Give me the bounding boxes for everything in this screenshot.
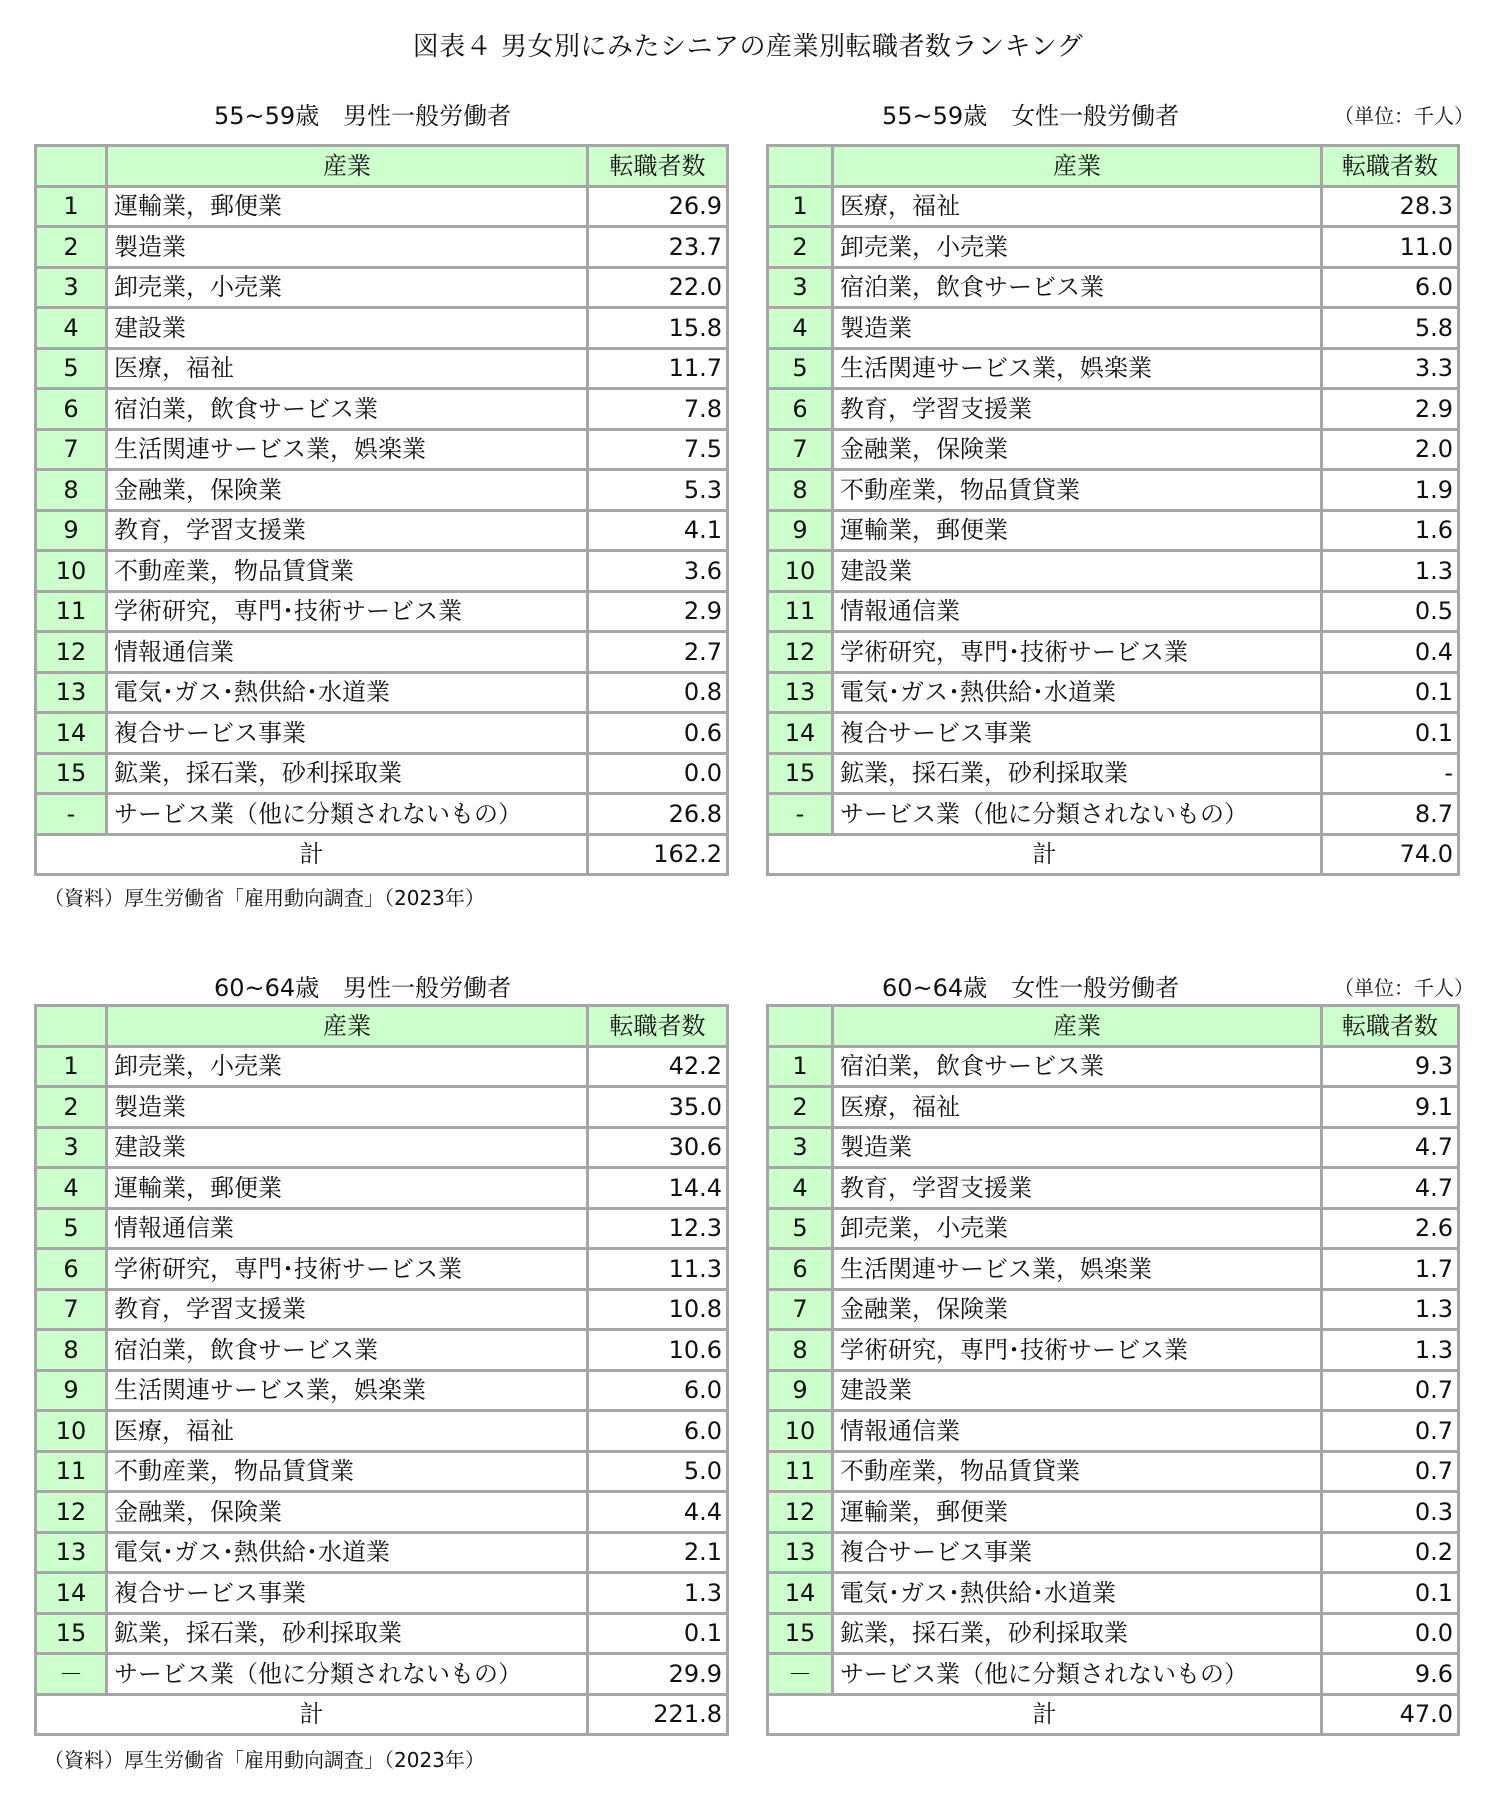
table-row [36, 753, 728, 794]
rank-cell: 12 [768, 1492, 833, 1533]
value-cell: 1.3 [1322, 1330, 1459, 1371]
value-header: 転職者数 [1322, 1006, 1459, 1047]
rank-cell: 14 [768, 1573, 833, 1614]
industry-cell: 建設業 [107, 1127, 588, 1168]
table-row [768, 227, 1459, 268]
industry-cell: 製造業 [107, 1087, 588, 1128]
table-row [36, 308, 728, 349]
value-cell: 0.0 [588, 753, 728, 794]
value-header: 転職者数 [588, 146, 728, 187]
table-row [768, 1087, 1459, 1128]
table-row [768, 308, 1459, 349]
rank-cell: 8 [36, 470, 107, 511]
industry-cell: 鉱業，採石業，砂利採取業 [107, 1613, 588, 1654]
value-cell: 1.3 [1322, 551, 1459, 592]
industry-cell: 教育，学習支援業 [833, 389, 1322, 430]
rank-cell: 4 [36, 308, 107, 349]
value-cell: 14.4 [588, 1168, 728, 1209]
value-cell: 7.5 [588, 429, 728, 470]
industry-cell: 教育，学習支援業 [833, 1168, 1322, 1209]
table-row [768, 753, 1459, 794]
rank-cell: 3 [36, 267, 107, 308]
value-cell: 7.8 [588, 389, 728, 430]
rank-cell: 6 [768, 389, 833, 430]
total-row [768, 834, 1459, 875]
rank-cell: 2 [768, 227, 833, 268]
unit-note: （単位：千人） [1334, 976, 1474, 1000]
value-cell: 2.9 [1322, 389, 1459, 430]
table-row [36, 348, 728, 389]
rank-cell: 9 [36, 1370, 107, 1411]
industry-cell: 卸売業，小売業 [107, 267, 588, 308]
industry-cell: 医療，福祉 [107, 1411, 588, 1452]
table-row [768, 1330, 1459, 1371]
industry-cell: 製造業 [833, 308, 1322, 349]
value-cell: 2.9 [588, 591, 728, 632]
industry-cell: 教育，学習支援業 [107, 1289, 588, 1330]
rank-cell: 15 [36, 1613, 107, 1654]
industry-cell: 宿泊業，飲食サービス業 [833, 267, 1322, 308]
value-cell: 3.3 [1322, 348, 1459, 389]
total-row [36, 1694, 728, 1735]
table-row [768, 267, 1459, 308]
value-cell: 1.7 [1322, 1249, 1459, 1290]
industry-cell: 運輸業，郵便業 [833, 1492, 1322, 1533]
total-label: 計 [36, 834, 588, 875]
header-row [768, 146, 1459, 187]
value-cell: 10.8 [588, 1289, 728, 1330]
rank-cell: 13 [36, 672, 107, 713]
value-cell: 2.6 [1322, 1208, 1459, 1249]
table-row [768, 1573, 1459, 1614]
table-row [36, 510, 728, 551]
rank-cell: 6 [36, 1249, 107, 1290]
industry-cell: 金融業，保険業 [833, 429, 1322, 470]
rank-cell: 10 [768, 551, 833, 592]
value-cell: 0.2 [1322, 1532, 1459, 1573]
value-cell: 29.9 [588, 1654, 728, 1695]
value-cell: 9.6 [1322, 1654, 1459, 1695]
table-row [768, 348, 1459, 389]
rank-cell: 13 [768, 672, 833, 713]
value-cell: - [1322, 753, 1459, 794]
panel-title: 55~59歳 女性一般労働者 [882, 102, 1180, 130]
table-row [36, 1249, 728, 1290]
value-cell: 6.0 [588, 1370, 728, 1411]
table-row [36, 1492, 728, 1533]
industry-cell: 運輸業，郵便業 [107, 186, 588, 227]
value-cell: 0.1 [1322, 672, 1459, 713]
table-row [768, 672, 1459, 713]
table-row [36, 1411, 728, 1452]
header-row [36, 1006, 728, 1047]
rank-cell: 3 [768, 267, 833, 308]
rank-cell: － [36, 1654, 107, 1695]
table-row [768, 1654, 1459, 1695]
industry-cell: 学術研究，専門･技術サービス業 [833, 1330, 1322, 1371]
industry-cell: 複合サービス事業 [107, 713, 588, 754]
industry-cell: 生活関連サービス業，娯楽業 [107, 429, 588, 470]
rank-cell: 13 [36, 1532, 107, 1573]
industry-cell: 情報通信業 [833, 1411, 1322, 1452]
total-label: 計 [768, 1694, 1322, 1735]
ranking-table-female-55-59 [766, 144, 1460, 876]
rank-cell: 5 [768, 348, 833, 389]
rank-cell: 3 [768, 1127, 833, 1168]
industry-cell: 複合サービス事業 [107, 1573, 588, 1614]
industry-cell: 金融業，保険業 [107, 1492, 588, 1533]
value-cell: 4.4 [588, 1492, 728, 1533]
industry-cell: 電気･ガス･熱供給･水道業 [107, 672, 588, 713]
table-row [768, 389, 1459, 430]
industry-cell: 学術研究，専門･技術サービス業 [107, 591, 588, 632]
header-row [768, 1006, 1459, 1047]
industry-cell: 鉱業，採石業，砂利採取業 [833, 1613, 1322, 1654]
total-value: 74.0 [1322, 834, 1459, 875]
table-row [36, 1451, 728, 1492]
value-cell: 5.8 [1322, 308, 1459, 349]
value-cell: 10.6 [588, 1330, 728, 1371]
rank-cell: 9 [768, 1370, 833, 1411]
value-header: 転職者数 [1322, 146, 1459, 187]
table-row [768, 186, 1459, 227]
industry-header: 産業 [833, 146, 1322, 187]
table-row [36, 1046, 728, 1087]
value-cell: 0.1 [588, 1613, 728, 1654]
industry-cell: 宿泊業，飲食サービス業 [107, 1330, 588, 1371]
industry-cell: 生活関連サービス業，娯楽業 [833, 348, 1322, 389]
value-cell: 4.1 [588, 510, 728, 551]
table-row [768, 510, 1459, 551]
source-note: （資料）厚生労働省「雇用動向調査」（2023年） [44, 1748, 485, 1772]
table-row [36, 672, 728, 713]
rank-cell: 9 [36, 510, 107, 551]
table-row [768, 1249, 1459, 1290]
table-row [36, 227, 728, 268]
industry-cell: 建設業 [107, 308, 588, 349]
table-row [36, 794, 728, 835]
industry-cell: サービス業（他に分類されないもの） [833, 794, 1322, 835]
value-cell: 9.1 [1322, 1087, 1459, 1128]
table-row [36, 1573, 728, 1614]
total-row [36, 834, 728, 875]
rank-cell: 12 [36, 632, 107, 673]
total-value: 221.8 [588, 1694, 728, 1735]
value-cell: 26.9 [588, 186, 728, 227]
rank-cell: 10 [768, 1411, 833, 1452]
value-cell: 0.7 [1322, 1411, 1459, 1452]
table-row [36, 429, 728, 470]
rank-cell: 4 [36, 1168, 107, 1209]
rank-header [36, 146, 107, 187]
value-cell: 30.6 [588, 1127, 728, 1168]
industry-cell: 医療，福祉 [107, 348, 588, 389]
industry-cell: 情報通信業 [107, 632, 588, 673]
rank-cell: 8 [768, 1330, 833, 1371]
value-cell: 0.6 [588, 713, 728, 754]
rank-cell: 14 [36, 1573, 107, 1614]
value-cell: 3.6 [588, 551, 728, 592]
table-row [36, 1330, 728, 1371]
value-cell: 11.0 [1322, 227, 1459, 268]
value-cell: 1.6 [1322, 510, 1459, 551]
rank-cell: - [36, 794, 107, 835]
table-row [36, 1370, 728, 1411]
rank-cell: 7 [768, 429, 833, 470]
rank-cell: 2 [36, 227, 107, 268]
table-row [36, 1208, 728, 1249]
value-cell: 5.3 [588, 470, 728, 511]
ranking-table-male-60-64 [34, 1004, 729, 1736]
panel-title: 60~64歳 女性一般労働者 [882, 974, 1180, 1002]
industry-cell: 金融業，保険業 [107, 470, 588, 511]
table-row [36, 713, 728, 754]
value-cell: 42.2 [588, 1046, 728, 1087]
value-cell: 1.3 [1322, 1289, 1459, 1330]
header-row [36, 146, 728, 187]
ranking-table-female-60-64 [766, 1004, 1460, 1736]
industry-cell: 情報通信業 [107, 1208, 588, 1249]
industry-cell: 不動産業，物品賃貸業 [107, 551, 588, 592]
value-cell: 0.8 [588, 672, 728, 713]
value-cell: 6.0 [1322, 267, 1459, 308]
table-row [768, 1370, 1459, 1411]
table-row [36, 1168, 728, 1209]
industry-cell: サービス業（他に分類されないもの） [833, 1654, 1322, 1695]
source-note: （資料）厚生労働省「雇用動向調査」（2023年） [44, 886, 485, 910]
value-cell: 22.0 [588, 267, 728, 308]
value-cell: 11.7 [588, 348, 728, 389]
value-cell: 1.3 [588, 1573, 728, 1614]
table-row [36, 1532, 728, 1573]
value-cell: 11.3 [588, 1249, 728, 1290]
total-value: 162.2 [588, 834, 728, 875]
rank-cell: 14 [36, 713, 107, 754]
rank-cell: 8 [768, 470, 833, 511]
industry-cell: 製造業 [107, 227, 588, 268]
industry-cell: 運輸業，郵便業 [833, 510, 1322, 551]
rank-cell: 2 [768, 1087, 833, 1128]
rank-cell: 1 [768, 186, 833, 227]
value-cell: 0.4 [1322, 632, 1459, 673]
value-cell: 0.5 [1322, 591, 1459, 632]
table-row [768, 713, 1459, 754]
rank-cell: 4 [768, 1168, 833, 1209]
table-row [768, 591, 1459, 632]
industry-cell: 電気･ガス･熱供給･水道業 [833, 1573, 1322, 1614]
figure-title: 図表４ 男女別にみたシニアの産業別転職者数ランキング [412, 32, 1084, 62]
table-row [768, 1289, 1459, 1330]
value-cell: 4.7 [1322, 1168, 1459, 1209]
rank-cell: 10 [36, 551, 107, 592]
table-row [36, 591, 728, 632]
table-row [36, 267, 728, 308]
table-row [36, 632, 728, 673]
rank-cell: 5 [768, 1208, 833, 1249]
value-cell: 1.9 [1322, 470, 1459, 511]
value-cell: 23.7 [588, 227, 728, 268]
total-label: 計 [36, 1694, 588, 1735]
industry-cell: 学術研究，専門･技術サービス業 [833, 632, 1322, 673]
rank-cell: 5 [36, 348, 107, 389]
table-row [768, 1411, 1459, 1452]
table-row [768, 1492, 1459, 1533]
industry-cell: サービス業（他に分類されないもの） [107, 794, 588, 835]
rank-cell: 1 [768, 1046, 833, 1087]
value-cell: 4.7 [1322, 1127, 1459, 1168]
value-cell: 35.0 [588, 1087, 728, 1128]
table-row [36, 1087, 728, 1128]
rank-cell: 11 [768, 1451, 833, 1492]
industry-header: 産業 [107, 146, 588, 187]
industry-cell: 卸売業，小売業 [833, 227, 1322, 268]
value-cell: 12.3 [588, 1208, 728, 1249]
rank-header [768, 146, 833, 187]
industry-cell: 電気･ガス･熱供給･水道業 [107, 1532, 588, 1573]
rank-cell: 5 [36, 1208, 107, 1249]
industry-cell: サービス業（他に分類されないもの） [107, 1654, 588, 1695]
value-cell: 0.7 [1322, 1370, 1459, 1411]
industry-cell: 宿泊業，飲食サービス業 [107, 389, 588, 430]
rank-cell: 7 [36, 1289, 107, 1330]
table-row [36, 1127, 728, 1168]
value-cell: 26.8 [588, 794, 728, 835]
industry-cell: 宿泊業，飲食サービス業 [833, 1046, 1322, 1087]
industry-cell: 教育，学習支援業 [107, 510, 588, 551]
industry-cell: 不動産業，物品賃貸業 [833, 470, 1322, 511]
unit-note: （単位：千人） [1334, 104, 1474, 128]
industry-cell: 不動産業，物品賃貸業 [833, 1451, 1322, 1492]
industry-cell: 卸売業，小売業 [107, 1046, 588, 1087]
rank-cell: 7 [768, 1289, 833, 1330]
total-row [768, 1694, 1459, 1735]
rank-cell: 1 [36, 1046, 107, 1087]
industry-cell: 複合サービス事業 [833, 713, 1322, 754]
industry-cell: 建設業 [833, 551, 1322, 592]
industry-cell: 医療，福祉 [833, 1087, 1322, 1128]
table-row [36, 551, 728, 592]
value-cell: 2.7 [588, 632, 728, 673]
rank-cell: 15 [36, 753, 107, 794]
rank-cell: - [768, 794, 833, 835]
industry-cell: 金融業，保険業 [833, 1289, 1322, 1330]
rank-cell: 3 [36, 1127, 107, 1168]
rank-cell: 2 [36, 1087, 107, 1128]
industry-header: 産業 [107, 1006, 588, 1047]
industry-cell: 電気･ガス･熱供給･水道業 [833, 672, 1322, 713]
value-cell: 28.3 [1322, 186, 1459, 227]
rank-cell: 12 [768, 632, 833, 673]
table-row [768, 551, 1459, 592]
rank-header [36, 1006, 107, 1047]
industry-cell: 運輸業，郵便業 [107, 1168, 588, 1209]
table-row [36, 1289, 728, 1330]
table-row [768, 429, 1459, 470]
table-row [36, 1613, 728, 1654]
value-cell: 0.0 [1322, 1613, 1459, 1654]
table-row [36, 186, 728, 227]
rank-cell: 12 [36, 1492, 107, 1533]
table-row [768, 1168, 1459, 1209]
table-row [768, 794, 1459, 835]
rank-cell: 11 [36, 591, 107, 632]
value-cell: 2.0 [1322, 429, 1459, 470]
value-cell: 9.3 [1322, 1046, 1459, 1087]
industry-cell: 製造業 [833, 1127, 1322, 1168]
rank-cell: 9 [768, 510, 833, 551]
value-header: 転職者数 [588, 1006, 728, 1047]
industry-cell: 卸売業，小売業 [833, 1208, 1322, 1249]
table-row [768, 1208, 1459, 1249]
value-cell: 8.7 [1322, 794, 1459, 835]
table-row [768, 1046, 1459, 1087]
value-cell: 5.0 [588, 1451, 728, 1492]
ranking-table-male-55-59 [34, 144, 729, 876]
total-label: 計 [768, 834, 1322, 875]
table-row [768, 1127, 1459, 1168]
table-row [768, 1532, 1459, 1573]
industry-cell: 学術研究，専門･技術サービス業 [107, 1249, 588, 1290]
rank-cell: 8 [36, 1330, 107, 1371]
industry-cell: 生活関連サービス業，娯楽業 [833, 1249, 1322, 1290]
industry-cell: 鉱業，採石業，砂利採取業 [833, 753, 1322, 794]
table-row [36, 389, 728, 430]
industry-cell: 鉱業，採石業，砂利採取業 [107, 753, 588, 794]
value-cell: 6.0 [588, 1411, 728, 1452]
rank-cell: 15 [768, 1613, 833, 1654]
table-row [768, 470, 1459, 511]
table-row [768, 1451, 1459, 1492]
industry-cell: 複合サービス事業 [833, 1532, 1322, 1573]
rank-cell: 4 [768, 308, 833, 349]
rank-cell: 14 [768, 713, 833, 754]
industry-header: 産業 [833, 1006, 1322, 1047]
value-cell: 0.7 [1322, 1451, 1459, 1492]
industry-cell: 医療，福祉 [833, 186, 1322, 227]
industry-cell: 情報通信業 [833, 591, 1322, 632]
industry-cell: 建設業 [833, 1370, 1322, 1411]
value-cell: 0.1 [1322, 1573, 1459, 1614]
rank-cell: 11 [36, 1451, 107, 1492]
table-row [768, 1613, 1459, 1654]
rank-cell: 15 [768, 753, 833, 794]
table-row [768, 632, 1459, 673]
total-value: 47.0 [1322, 1694, 1459, 1735]
table-row [36, 470, 728, 511]
industry-cell: 生活関連サービス業，娯楽業 [107, 1370, 588, 1411]
rank-header [768, 1006, 833, 1047]
rank-cell: － [768, 1654, 833, 1695]
industry-cell: 不動産業，物品賃貸業 [107, 1451, 588, 1492]
value-cell: 0.1 [1322, 713, 1459, 754]
rank-cell: 13 [768, 1532, 833, 1573]
rank-cell: 11 [768, 591, 833, 632]
panel-title: 60~64歳 男性一般労働者 [214, 974, 512, 1002]
table-row [36, 1654, 728, 1695]
rank-cell: 7 [36, 429, 107, 470]
rank-cell: 6 [768, 1249, 833, 1290]
rank-cell: 6 [36, 389, 107, 430]
panel-title: 55~59歳 男性一般労働者 [214, 102, 512, 130]
value-cell: 0.3 [1322, 1492, 1459, 1533]
value-cell: 2.1 [588, 1532, 728, 1573]
value-cell: 15.8 [588, 308, 728, 349]
rank-cell: 10 [36, 1411, 107, 1452]
rank-cell: 1 [36, 186, 107, 227]
